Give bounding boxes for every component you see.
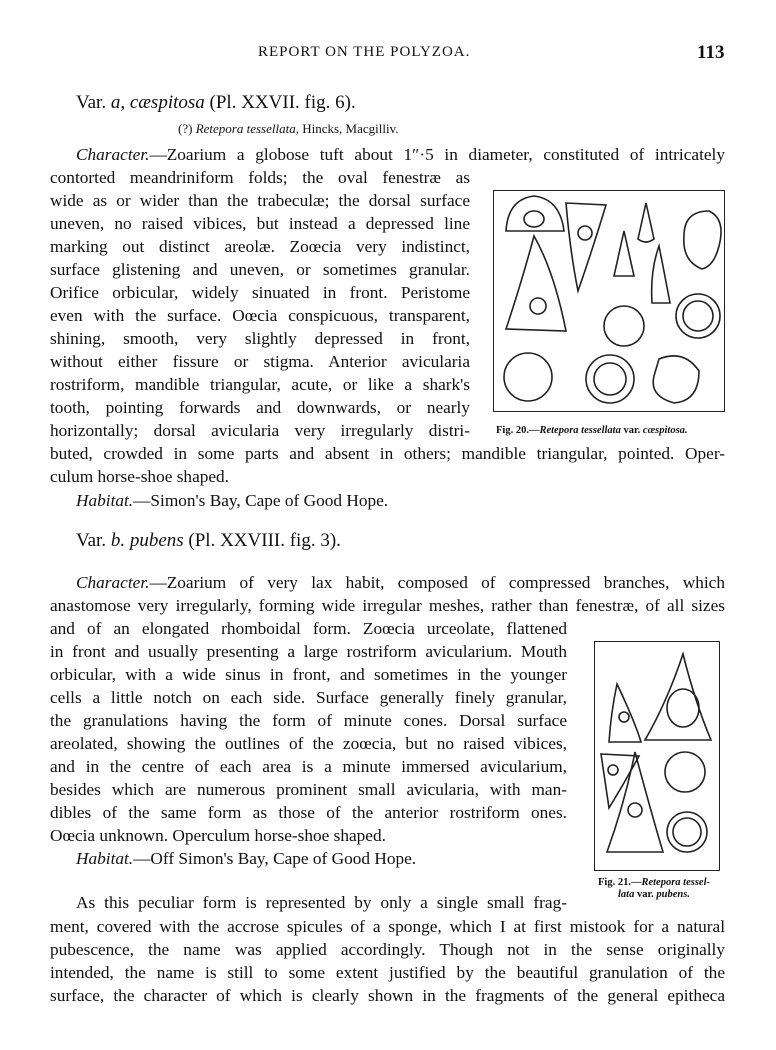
- synonym-suffix: Hincks, Macgilliv.: [298, 121, 399, 136]
- habitat-text: —Simon's Bay, Cape of Good Hope.: [133, 491, 389, 510]
- heading-prefix: Var.: [76, 530, 111, 551]
- synonym-italic: Retepora tessellata,: [195, 121, 299, 136]
- habitat-line: [76, 490, 388, 512]
- figure-20-caption: [496, 425, 688, 437]
- text-line: pubescence, the name was applied accordingly. Though not in the sense originally: [50, 940, 725, 959]
- text-line: [76, 572, 725, 594]
- text-line: As this peculiar form is represented by only a single small frag-: [76, 893, 567, 912]
- running-title: REPORT ON THE POLYZOA.: [258, 44, 471, 60]
- figure-21-illustration: [594, 641, 720, 871]
- heading-italic: b. pubens: [110, 530, 184, 551]
- text-line: besides which are numerous prominent small avicularia, with man-: [50, 780, 567, 799]
- text-line: areolated, showing the outlines of the zoœcia, but no raised vibices,: [50, 734, 567, 753]
- text-line: the granulations having the form of minute cones. Dorsal surface: [50, 711, 567, 730]
- heading-italic: a, cæspitosa: [110, 92, 205, 113]
- line-text: —Zoarium of very lax habit, composed of compressed branches, which: [149, 573, 725, 592]
- text-line: buted, crowded in some parts and absent in others; mandible triangular, pointed. Oper-: [50, 444, 725, 463]
- line-text: —Zoarium a globose tuft about 1″·5 in diameter, constituted of intricately: [149, 145, 725, 164]
- text-line: contorted meandriniform folds; the oval fenestræ as: [50, 168, 470, 187]
- figure-20-illustration: [493, 190, 725, 412]
- character-label: Character.: [76, 145, 150, 164]
- text-line: Oœcia unknown. Operculum horse-shoe shaped.: [50, 826, 386, 845]
- synonym-prefix: (?): [178, 121, 196, 136]
- text-line: marking out distinct areolæ. Zoœcia very indistinct,: [50, 237, 470, 256]
- text-line: surface glistening and uneven, or sometimes granular.: [50, 260, 470, 279]
- caption-line: [598, 889, 710, 901]
- habitat-line: [76, 848, 416, 870]
- text-line: dibles of the same form as those of the anterior rostriform ones.: [50, 803, 567, 822]
- heading-prefix: Var.: [76, 92, 111, 113]
- heading-suffix: (Pl. XXVIII. fig. 3).: [183, 530, 341, 551]
- caption-prefix: Fig. 20.—: [496, 425, 540, 436]
- text-line: and of an elongated rhomboidal form. Zoœcia urceolate, flattened: [50, 619, 567, 638]
- text-line: intended, the name is still to some extent justified by the beautiful granulation of the: [50, 963, 725, 982]
- habitat-text: —Off Simon's Bay, Cape of Good Hope.: [133, 849, 417, 868]
- caption-italic: Retepora tessellata: [539, 425, 621, 436]
- caption-mid: var.: [620, 425, 643, 436]
- caption-italic: Retepora tessel-: [641, 877, 710, 888]
- character-label: Character.: [76, 573, 150, 592]
- text-line: Orifice orbicular, widely sinuated in front. Peristome: [50, 283, 470, 302]
- text-line: horizontally; dorsal avicularia very irregularly distri-: [50, 421, 470, 440]
- text-line: cells a little notch on each side. Surface generally finely granular,: [50, 688, 567, 707]
- text-line: culum horse-shoe shaped.: [50, 467, 230, 486]
- text-line: even with the surface. Oœcia conspicuous, transparent,: [50, 306, 470, 325]
- text-line: uneven, no raised vibices, but instead a depressed line: [50, 214, 470, 233]
- text-line: [76, 144, 725, 166]
- heading-suffix: (Pl. XXVII. fig. 6).: [204, 92, 356, 113]
- text-line: ment, covered with the accrose spicules of a sponge, which I at first mistook for a natural: [50, 917, 725, 936]
- text-line: orbicular, with a wide sinus in front, and sometimes in the younger: [50, 665, 567, 684]
- text-line: without either fissure or stigma. Anterior avicularia: [50, 352, 470, 371]
- var-a-heading: [76, 92, 356, 114]
- text-line: tooth, pointing forwards and downwards, or nearly: [50, 398, 470, 417]
- text-line: rostriform, mandible triangular, acute, or like a shark's: [50, 375, 470, 394]
- caption-line: [598, 877, 710, 889]
- caption-italic: cæspitosa.: [642, 425, 688, 436]
- habitat-label: Habitat.: [76, 491, 134, 510]
- caption-italic: lata: [618, 889, 635, 900]
- page-number: 113: [697, 42, 725, 63]
- text-line: surface, the character of which is clearly shown in the fragments of the general epitheca: [50, 986, 725, 1005]
- caption-italic: pubens.: [656, 889, 690, 900]
- text-line: anastomose very irregularly, forming wide irregular meshes, rather than fenestræ, of all sizes: [50, 596, 725, 615]
- var-b-heading: [76, 530, 341, 552]
- figure-21-caption: [598, 877, 710, 901]
- caption-prefix: Fig. 21.—: [598, 877, 642, 888]
- synonym-line: [178, 118, 398, 140]
- habitat-label: Habitat.: [76, 849, 134, 868]
- text-line: and in the centre of each area is a minute immersed avicularium,: [50, 757, 567, 776]
- text-line: shining, smooth, very slightly depressed in front,: [50, 329, 470, 348]
- text-line: in front and usually presenting a large rostriform avicularium. Mouth: [50, 642, 567, 661]
- text-line: wide as or wider than the trabeculæ; the dorsal surface: [50, 191, 470, 210]
- caption-mid: var.: [634, 889, 657, 900]
